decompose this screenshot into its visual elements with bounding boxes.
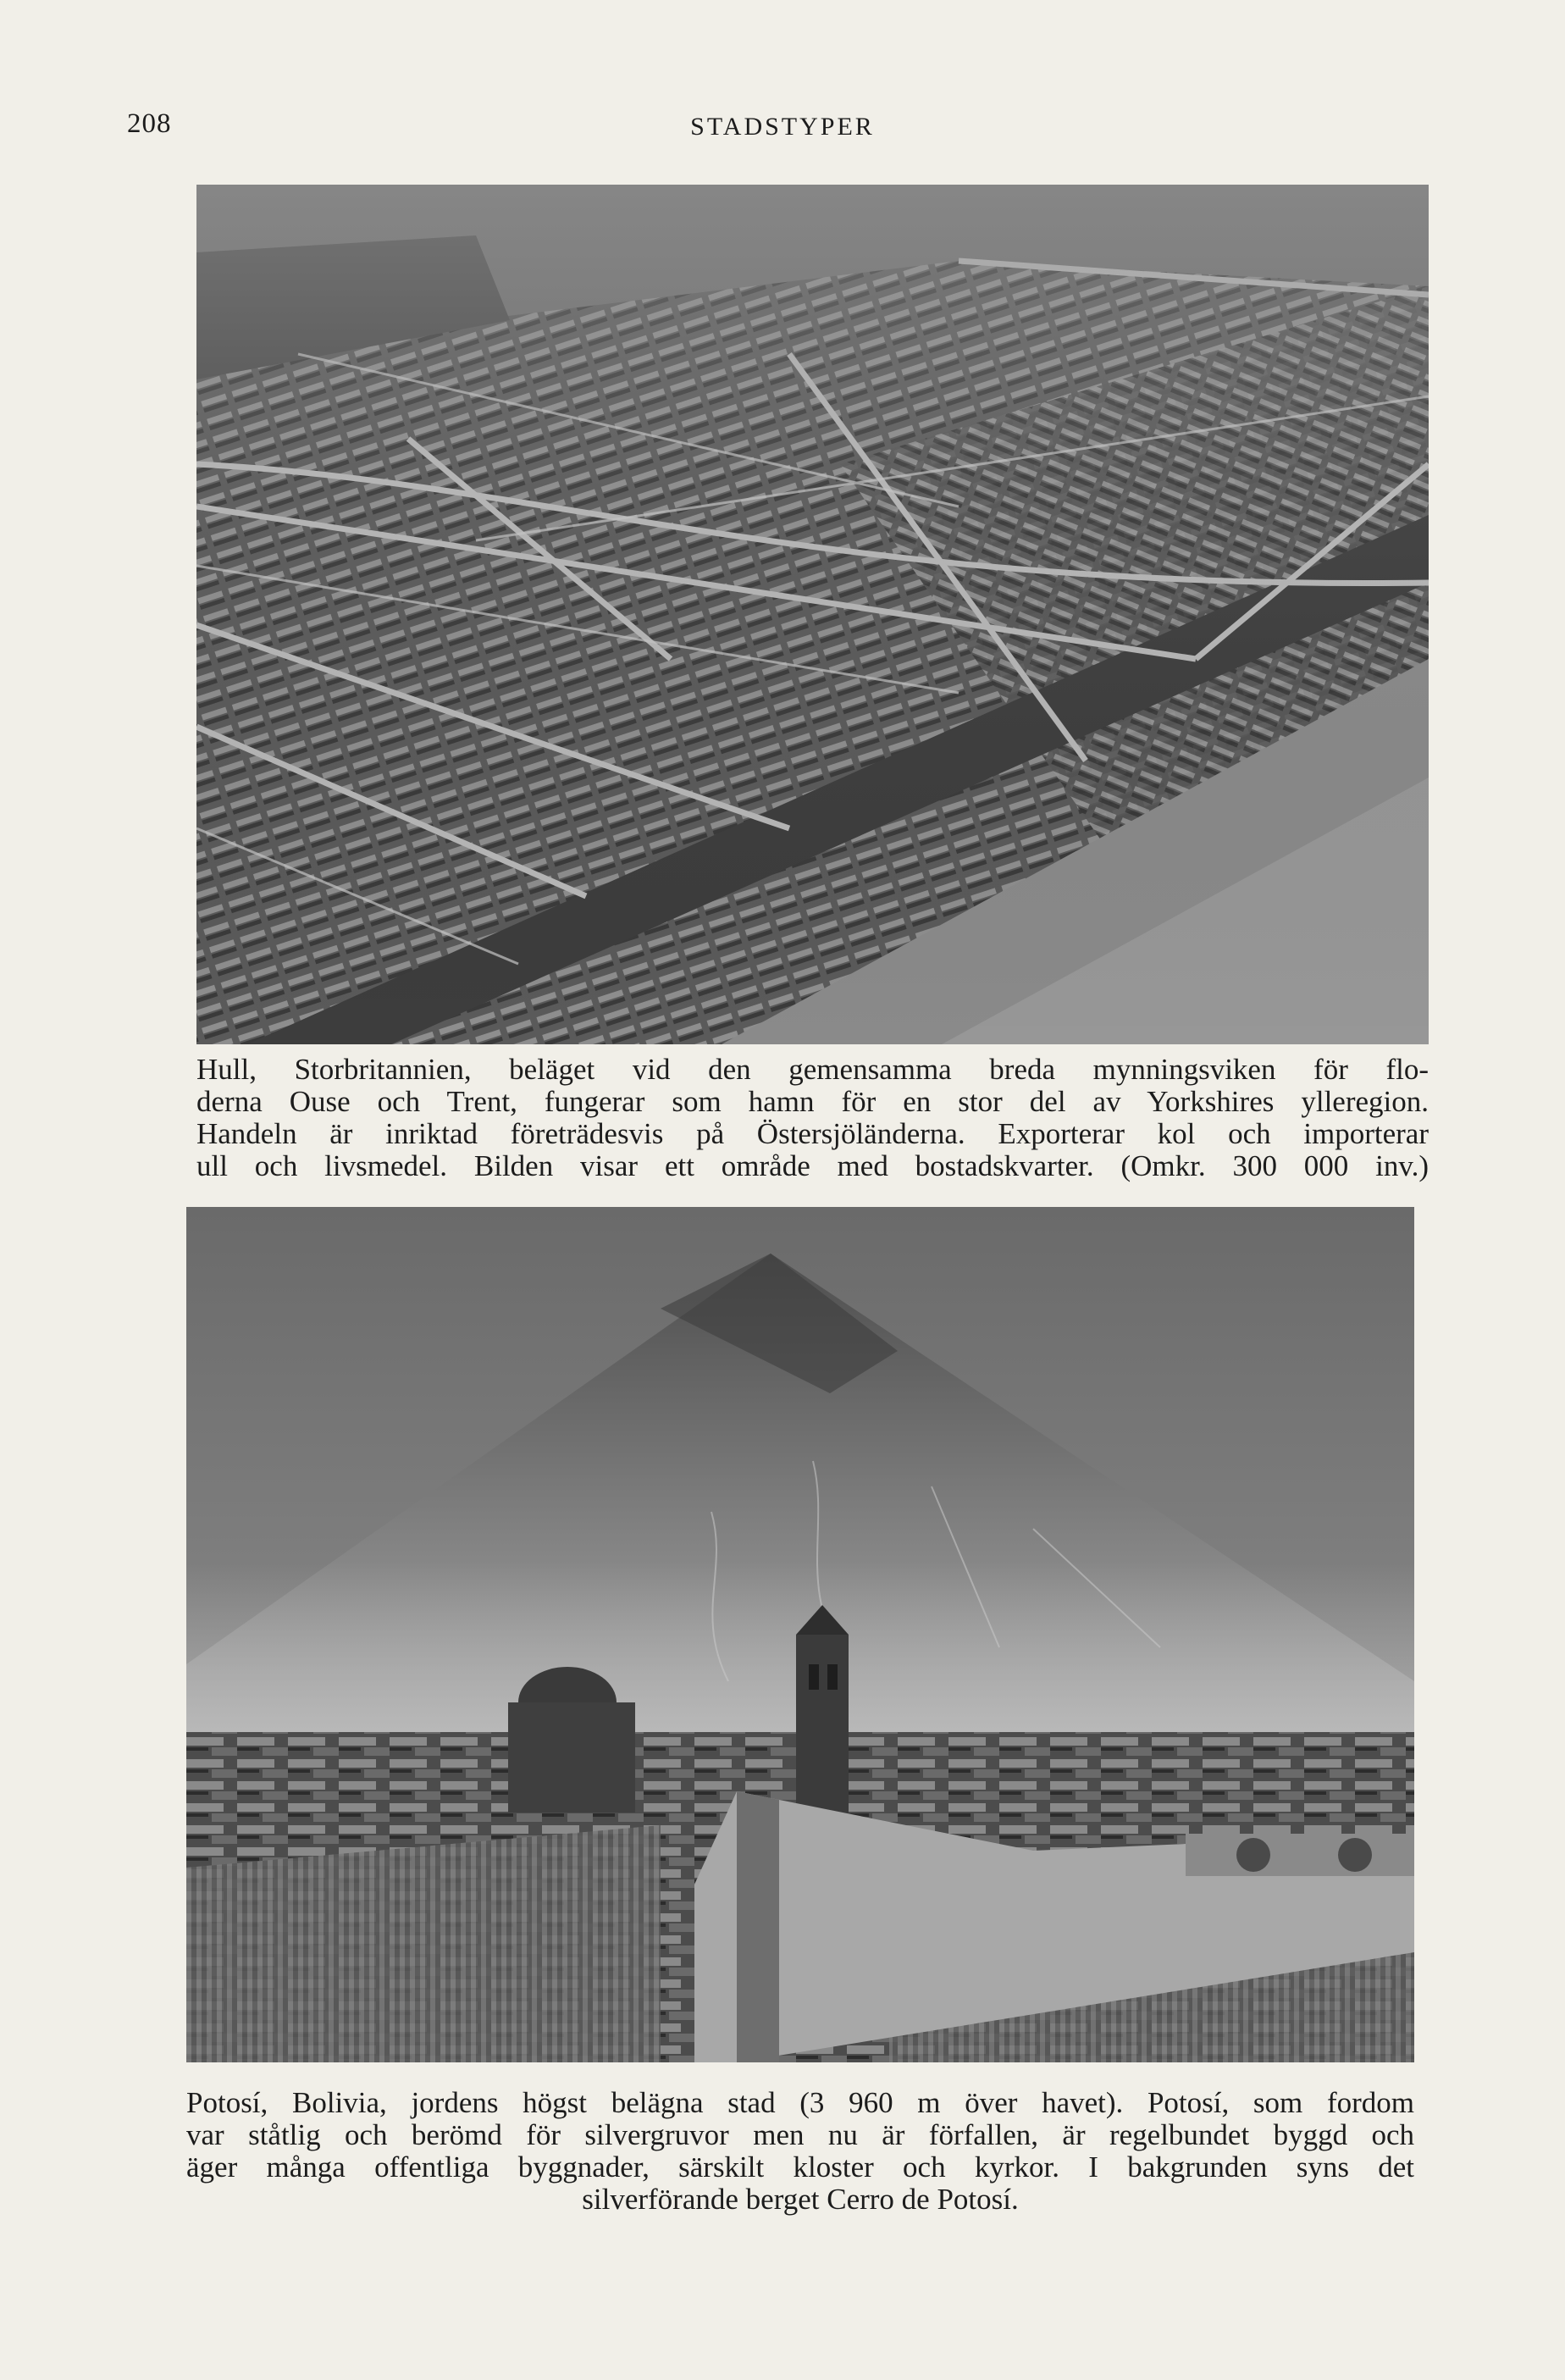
caption-line: Hull, Storbritannien, beläget vid den gemensamma breda mynningsviken för flo- — [196, 1053, 1429, 1086]
photo-caption-potosi — [186, 2087, 1414, 2216]
aerial-photo-graphic — [196, 185, 1429, 1044]
aerial-photo-hull — [196, 185, 1429, 1044]
page-number: 208 — [127, 108, 172, 139]
caption-line: silverförande berget Cerro de Potosí. — [582, 2183, 1019, 2216]
caption-line: Potosí, Bolivia, jordens högst belägna stad (3 960 m över havet). Potosí, som fordom — [186, 2086, 1414, 2119]
caption-line: derna Ouse och Trent, fungerar som hamn för en stor del av Yorkshires ylleregion. — [196, 1085, 1429, 1118]
caption-line: ull och livsmedel. Bilden visar ett område med bostadskvarter. (Omkr. 300 000 inv.) — [196, 1149, 1429, 1182]
city-photo-graphic — [186, 1207, 1414, 2062]
caption-line: äger många offentliga byggnader, särskilt kloster och kyrkor. I bakgrunden syns det — [186, 2150, 1414, 2184]
city-photo-potosi — [186, 1207, 1414, 2062]
caption-line: var ståtlig och berömd för silvergruvor men nu är förfallen, är regelbundet byggd och — [186, 2118, 1414, 2151]
photo-caption-hull — [196, 1054, 1429, 1182]
caption-line: Handeln är inriktad företrädesvis på Östersjöländerna. Exporterar kol och importerar — [196, 1117, 1429, 1150]
running-head: STADSTYPER — [690, 113, 875, 141]
